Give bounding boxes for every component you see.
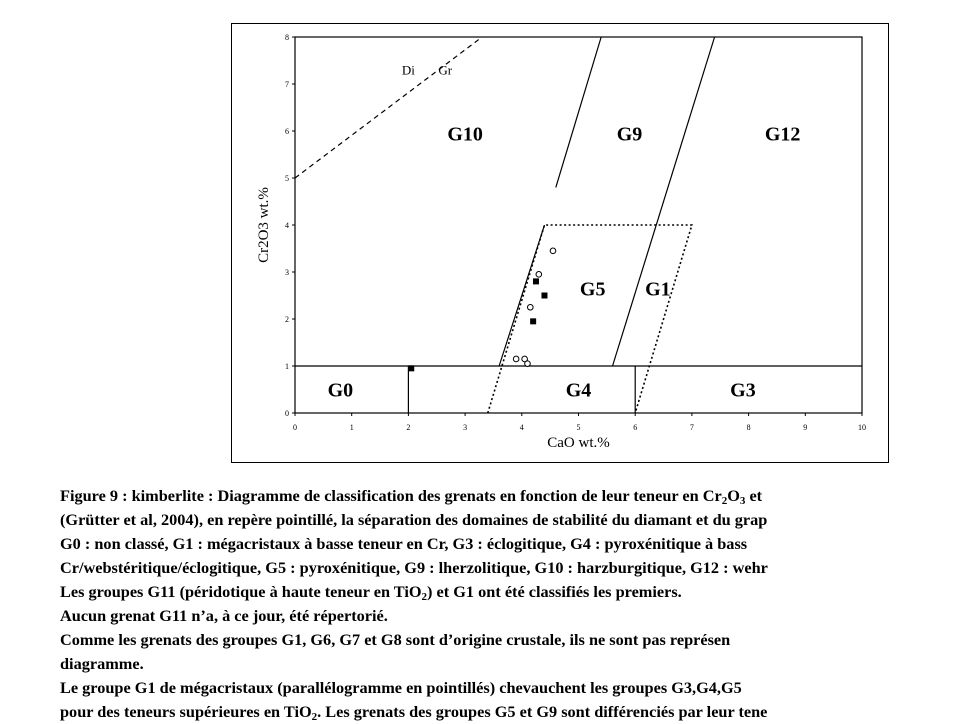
- y-tick-label: 6: [285, 127, 289, 136]
- caption-line: pour des teneurs supérieures en TiO$_2$. Les grenats des groupes G5 et G9 sont différenciés par leur tene: [60, 702, 768, 723]
- y-axis-label: Cr2O3 wt.%: [256, 187, 272, 263]
- y-tick-label: 2: [285, 315, 289, 324]
- x-tick-label: 7: [689, 423, 694, 432]
- y-tick-label: 7: [285, 80, 289, 89]
- x-tick-label: 3: [463, 423, 468, 432]
- data-point-open-circle: [550, 248, 556, 254]
- region-label: Gr: [438, 62, 453, 78]
- y-tick-label: 4: [285, 221, 289, 230]
- data-point-open-circle: [525, 361, 531, 367]
- region-label: G3: [730, 379, 756, 402]
- x-tick-label: 10: [858, 423, 866, 432]
- data-point-open-circle: [528, 304, 534, 310]
- y-tick-label: 5: [285, 174, 289, 183]
- x-axis-label: CaO wt.%: [547, 435, 610, 451]
- region-label: G10: [447, 123, 483, 146]
- data-point-filled-square: [408, 365, 414, 371]
- region-label: G5: [579, 278, 606, 301]
- x-tick-label: 6: [633, 423, 638, 432]
- caption-line: Le groupe G1 de mégacristaux (parallélogramme en pointillés) chevauchent les groupes G3,G4,G5: [60, 678, 742, 697]
- x-tick-label: 2: [406, 423, 411, 432]
- x-tick-label: 0: [293, 423, 297, 432]
- y-tick-label: 3: [285, 268, 289, 277]
- region-label: Di: [401, 62, 415, 78]
- x-tick-label: 4: [519, 423, 524, 432]
- chart-svg: [232, 24, 888, 462]
- x-tick-label: 9: [803, 423, 808, 432]
- caption-line: Cr/webstéritique/éclogitique, G5 : pyroxénitique, G9 : lherzolitique, G10 : harzburgitique, G12 : wehr: [60, 558, 768, 577]
- caption-line: diagramme.: [60, 654, 144, 673]
- caption-line: Aucun grenat G11 n’a, à ce jour, été répertorié.: [60, 606, 388, 625]
- x-tick-label: 5: [576, 423, 581, 432]
- region-label: G1: [645, 278, 671, 301]
- x-tick-label: 1: [349, 423, 354, 432]
- data-point-open-circle: [536, 272, 542, 278]
- data-point-filled-square: [541, 293, 547, 299]
- caption-line: Les groupes G11 (péridotique à haute teneur en TiO$_2$) et G1 ont été classifiés les premiers.: [60, 582, 682, 603]
- region-label: G4: [565, 379, 592, 402]
- x-tick-label: 8: [746, 423, 751, 432]
- y-tick-label: 8: [285, 33, 289, 42]
- figure-caption: [60, 484, 960, 724]
- region-label: G0: [327, 379, 354, 402]
- g10-g9-boundary-upper: [556, 37, 601, 187]
- y-tick-label: 0: [285, 409, 289, 418]
- caption-line: Figure 9 : kimberlite : Diagramme de classification des grenats en fonction de leur teneur en $Cr_2O_3$ et: [60, 486, 763, 507]
- caption-line: Comme les grenats des groupes G1, G6, G7 et G8 sont d’origine crustale, ils ne sont pas représen: [60, 630, 731, 649]
- caption-line: (Grütter et al, 2004), en repère pointillé, la séparation des domaines de stabilité du diamant et du grap: [60, 510, 768, 529]
- y-tick-label: 1: [285, 362, 289, 371]
- region-label: G12: [764, 123, 801, 146]
- figure-frame: [231, 23, 889, 463]
- data-point-open-circle: [513, 356, 519, 362]
- data-point-filled-square: [530, 318, 536, 324]
- region-label: G9: [616, 123, 643, 146]
- g5-left-boundary: [499, 225, 544, 366]
- caption-line: G0 : non classé, G1 : mégacristaux à basse teneur en Cr, G3 : éclogitique, G4 : pyroxénitique à bass: [60, 534, 748, 553]
- data-point-filled-square: [533, 278, 539, 284]
- g9-g12-boundary: [613, 37, 715, 366]
- di-gr-line: [295, 37, 482, 178]
